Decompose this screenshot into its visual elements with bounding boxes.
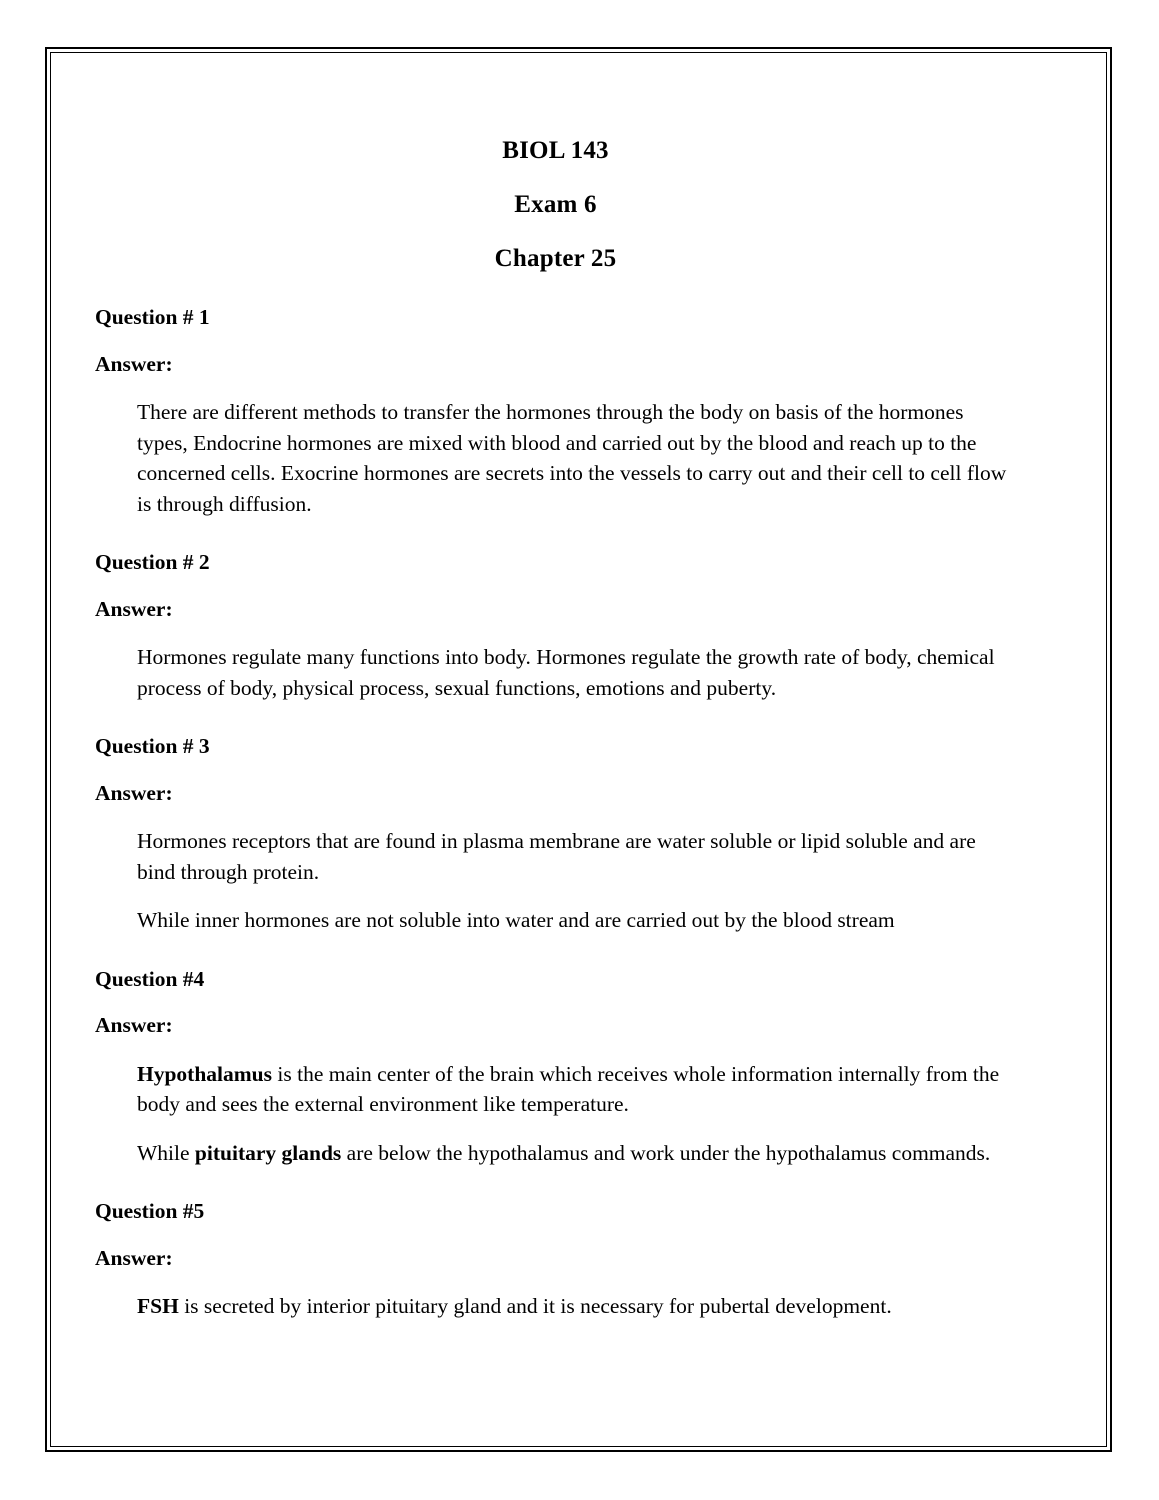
answer-paragraph xyxy=(137,1059,1016,1120)
answer-text: While inner hormones are not soluble into water and are carried out by the blood stream xyxy=(137,908,895,932)
exam-title: Exam 6 xyxy=(514,191,597,218)
answer-label: Answer: xyxy=(95,1013,173,1037)
answer-paragraph xyxy=(137,905,1016,936)
answer-text: is secreted by interior pituitary gland and it is necessary for pubertal development. xyxy=(178,1294,892,1318)
answer-label: Answer: xyxy=(95,351,173,376)
answer-text: is the main center of the brain which receives whole information internally from the body and sees the external environment like temperature. xyxy=(137,1061,1000,1116)
answer-paragraph xyxy=(137,826,1016,887)
question-section xyxy=(95,1201,1016,1322)
answer-text: Hormones receptors that are found in plasma membrane are water soluble or lipid soluble and are bind through protein. xyxy=(137,829,976,884)
answer-body xyxy=(95,642,1016,703)
answer-label: Answer: xyxy=(95,780,173,805)
answer-text: While xyxy=(137,1140,195,1165)
answer-text: Hormones regulate many functions into body. Hormones regulate the growth rate of body, chemical process of body, physical process, sexual functions, emotions and puberty. xyxy=(137,645,995,700)
document-content xyxy=(95,120,1016,1322)
chapter-title: Chapter 25 xyxy=(494,245,617,272)
question-section xyxy=(95,736,1016,936)
answer-paragraph xyxy=(137,1291,1016,1322)
emphasis-term: pituitary glands xyxy=(194,1140,342,1165)
question-heading: Question # 2 xyxy=(95,550,210,574)
answer-body xyxy=(95,1291,1016,1322)
question-section xyxy=(95,307,1016,519)
emphasis-term: Hypothalamus xyxy=(137,1061,273,1086)
question-sections xyxy=(95,307,1016,1322)
answer-paragraph xyxy=(137,397,1016,519)
answer-paragraph xyxy=(137,642,1016,703)
answer-label: Answer: xyxy=(95,596,173,621)
course-title: BIOL 143 xyxy=(502,137,609,164)
answer-text: are below the hypothalamus and work under the hypothalamus commands. xyxy=(341,1140,991,1165)
answer-label: Answer: xyxy=(95,1245,173,1270)
answer-text: There are different methods to transfer the hormones through the body on basis of the hormones types, Endocrine hormones are mixed with blood and carried out by the blood and reach up to the concerned cells. Exocrine hormones are secrets into the vessels to carry out and their cell to cell flow is through diffusion. xyxy=(137,400,1007,516)
question-section xyxy=(95,552,1016,703)
emphasis-term: FSH xyxy=(137,1294,179,1318)
question-heading: Question #5 xyxy=(95,1199,205,1223)
answer-body xyxy=(95,826,1016,936)
question-heading: Question # 1 xyxy=(95,305,210,329)
answer-body xyxy=(95,1059,1016,1169)
question-section xyxy=(95,966,1016,1169)
answer-body xyxy=(95,397,1016,519)
answer-paragraph xyxy=(137,1138,1016,1169)
question-heading: Question #4 xyxy=(95,966,205,991)
question-heading: Question # 3 xyxy=(95,734,210,758)
